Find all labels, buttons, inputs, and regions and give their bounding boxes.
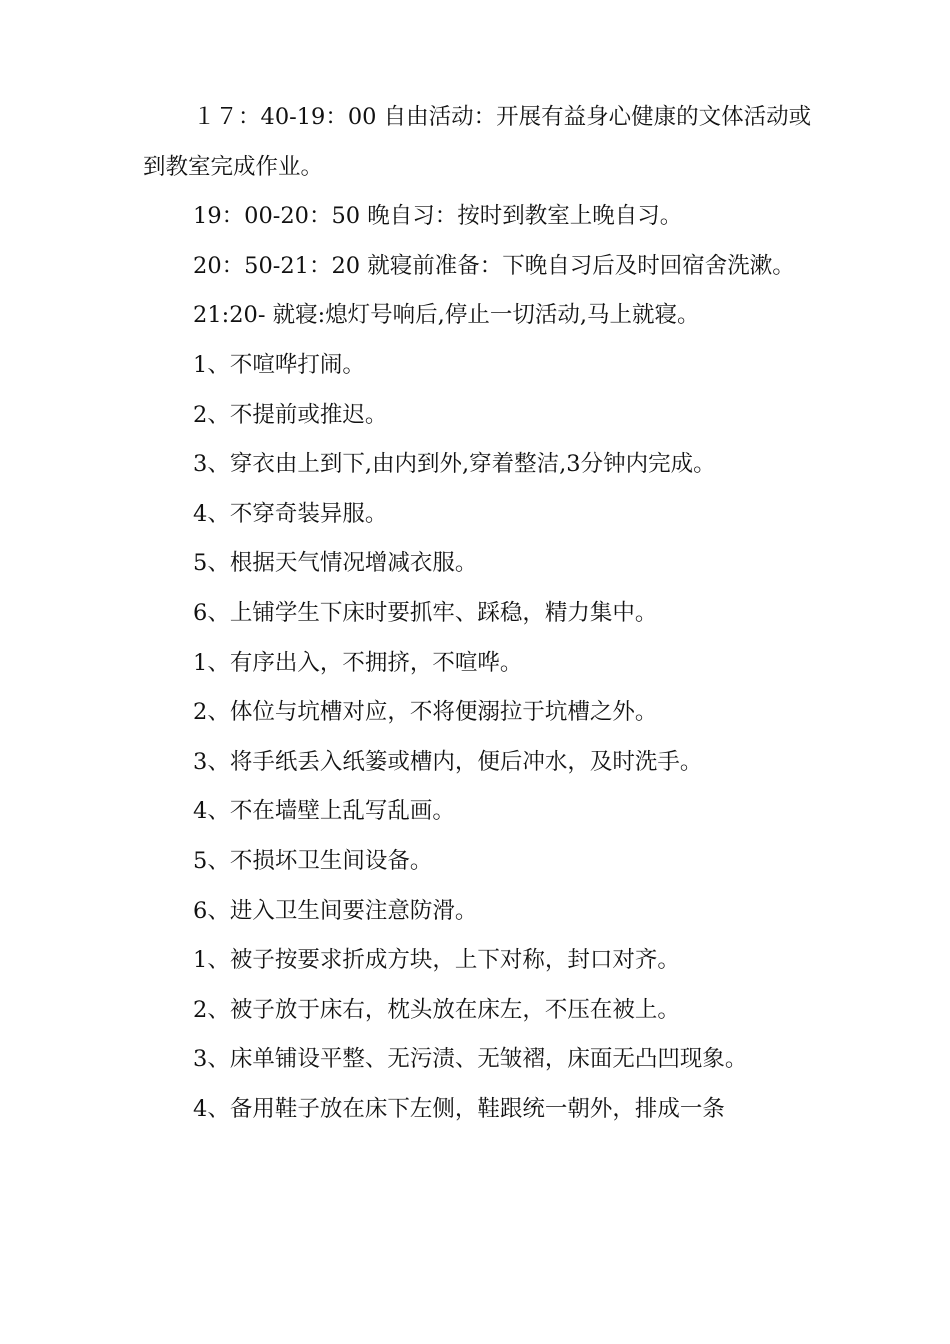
document-body — [143, 93, 823, 1134]
list-item: 2、被子放于床右，枕头放在床左，不压在被上。 — [193, 996, 680, 1023]
list-item: 1、有序出入，不拥挤，不喧哗。 — [193, 649, 523, 676]
list-item: 1、被子按要求折成方块，上下对称，封口对齐。 — [193, 947, 680, 974]
list-item: 2、体位与坑槽对应，不将便溺拉于坑槽之外。 — [193, 699, 658, 726]
list-item: 3、穿衣由上到下,由内到外,穿着整洁,3分钟内完成。 — [193, 451, 716, 478]
list-item: 2、不提前或推迟。 — [193, 401, 388, 428]
list-item: 4、不穿奇装异服。 — [193, 500, 388, 527]
paragraph-bedtime-prep: 20：50-21：20 就寝前准备：下晚自习后及时回宿舍洗漱。 — [193, 252, 795, 279]
list-item: 6、进入卫生间要注意防滑。 — [193, 897, 478, 924]
list-item: 4、备用鞋子放在床下左侧，鞋跟统一朝外，排成一条 — [193, 1095, 725, 1122]
list-item: 3、床单铺设平整、无污渍、无皱褶，床面无凸凹现象。 — [193, 1046, 748, 1073]
list-item: 6、上铺学生下床时要抓牢、踩稳，精力集中。 — [193, 599, 658, 626]
paragraph-free-activity: １７：40-19：00 自由活动：开展有益身心健康的文体活动或到教室完成作业。 — [143, 104, 812, 180]
list-item: 4、不在墙壁上乱写乱画。 — [193, 798, 455, 825]
list-item: 3、将手纸丢入纸篓或槽内，便后冲水，及时洗手。 — [193, 748, 703, 775]
list-item: 5、不损坏卫生间设备。 — [193, 847, 433, 874]
list-item: 5、根据天气情况增减衣服。 — [193, 550, 478, 577]
paragraph-evening-study: 19：00-20：50 晚自习：按时到教室上晚自习。 — [193, 203, 683, 230]
list-item: 1、不喧哗打闹。 — [193, 351, 365, 378]
paragraph-bedtime: 21:20- 就寝:熄灯号响后,停止一切活动,马上就寝。 — [193, 302, 700, 329]
